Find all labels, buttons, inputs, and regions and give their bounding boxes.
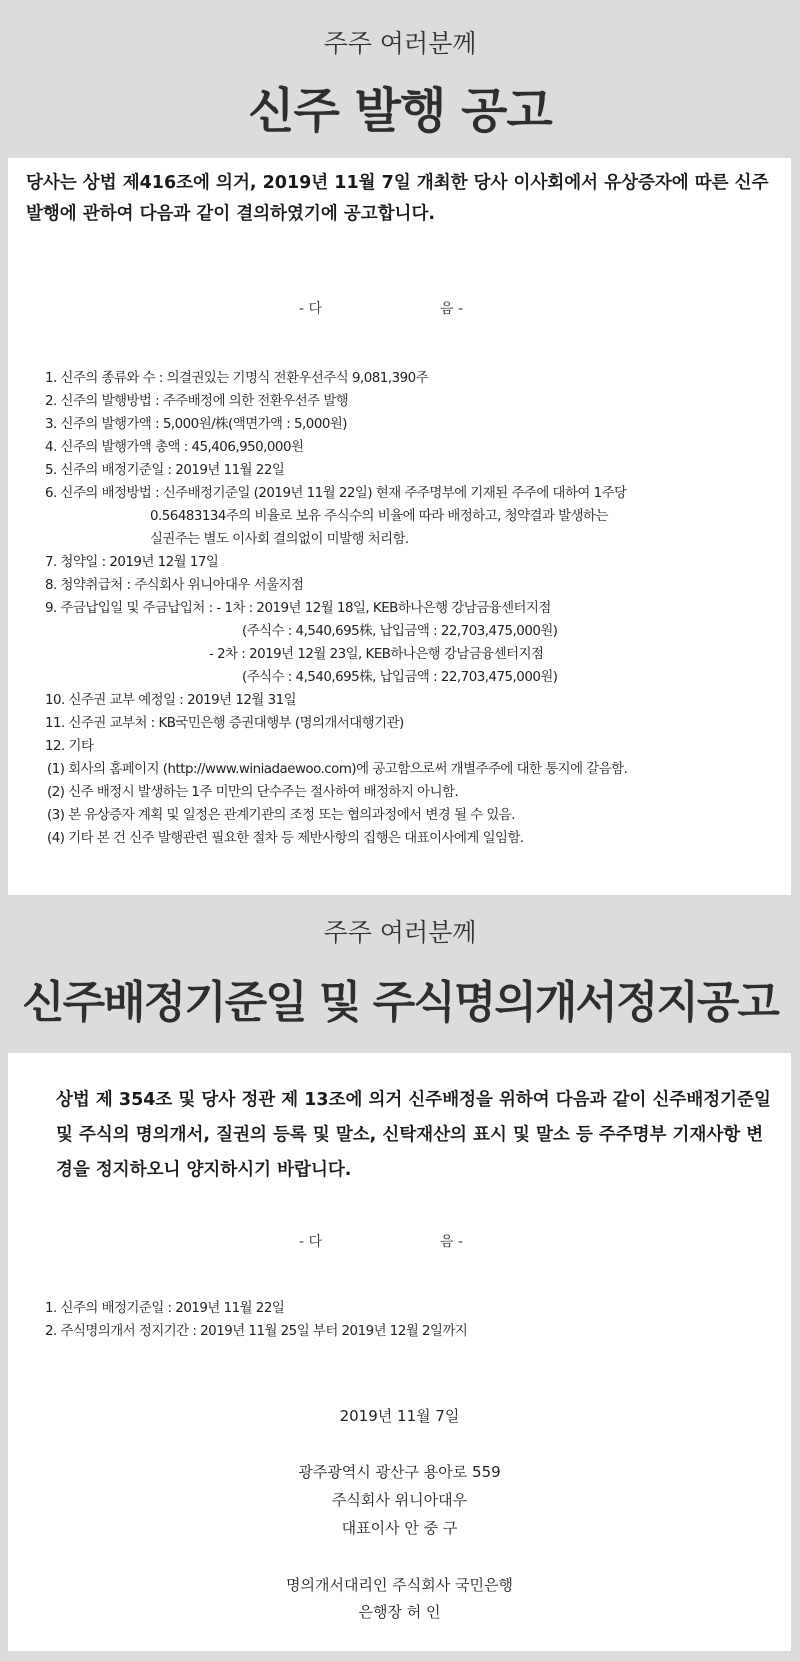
notice1-intro: 당사는 상법 제416조에 의거, 2019년 11월 7일 개최한 당사 이사회에서 유상증자에 따른 신주발행에 관하여 다음과 같이 결의하였기에 공고합니다. [26,173,769,224]
list-item: (1) 회사의 홈페이지 (http://www.winiadaewoo.com)에 공고함으로써 개별주주에 대한 통지에 갈음함. [47,762,628,777]
list-item: 5. 신주의 배정기준일 : 2019년 11월 22일 [45,463,285,478]
list-item: (3) 본 유상증자 계획 및 일정은 관계기관의 조정 또는 협의과정에서 변경 될 수 있음. [47,808,515,823]
notice2-subtitle: 주주 여러분께 [323,918,477,947]
list-item: 1. 신주의 종류와 수 : 의결권있는 기명식 전환우선주식 9,081,390주 [45,371,429,386]
eum-label: 음 - [440,1234,464,1250]
list-item: 4. 신주의 발행가액 총액 : 45,406,950,000원 [45,440,304,455]
list-item: 12. 기타 [45,739,94,754]
list-item: 2. 주식명의개서 정지기간 : 2019년 11월 25일 부터 2019년 12월 2일까지 [45,1324,468,1339]
company-name: 주식회사 위니아대우 [331,1491,468,1509]
notice2-title: 신주배정기준일 및 주식명의개서정지공고 [22,977,778,1028]
eum-label: 음 - [440,301,464,317]
transfer-agent: 명의개서대리인 주식회사 국민은행 [286,1576,513,1594]
list-item: 9. 주금납입일 및 주금납입처 : - 1차 : 2019년 12월 18일, KEB하나은행 강남금융센터지점 [45,601,551,616]
da-label: - 다 [299,301,323,317]
list-item: 3. 신주의 발행가액 : 5,000원/株(액면가액 : 5,000원) [45,417,348,432]
bank-head: 은행장 허 인 [358,1603,441,1621]
ceo-name: 대표이사 안 중 구 [341,1519,458,1537]
notice2-banner [0,895,800,1053]
notice-date: 2019년 11월 7일 [339,1407,460,1425]
company-address: 광주광역시 광산구 용아로 559 [298,1463,501,1481]
notice1-title: 신주 발행 공고 [248,83,552,139]
list-item: 실권주는 별도 이사회 결의없이 미발행 처리함. [150,532,409,547]
da-label: - 다 [299,1234,323,1250]
notice2-body [8,1053,791,1651]
list-item: 7. 청약일 : 2019년 12월 17일 [45,555,219,570]
list-item: 0.56483134주의 비율로 보유 주식수의 비율에 따라 배정하고, 청약결과 발생하는 [150,509,608,524]
list-item: 10. 신주권 교부 예정일 : 2019년 12월 31일 [45,693,297,708]
list-item: (2) 신주 배정시 발생하는 1주 미만의 단수주는 절사하여 배정하지 아니함. [47,785,459,800]
notice1-subtitle: 주주 여러분께 [323,29,477,58]
notice1-banner [0,0,800,158]
list-item: 6. 신주의 배정방법 : 신주배정기준일 (2019년 11월 22일) 현재 주주명부에 기재된 주주에 대하여 1주당 [45,486,627,501]
list-item: - 2차 : 2019년 12월 23일, KEB하나은행 강남금융센터지점 [209,647,544,662]
list-item: 1. 신주의 배정기준일 : 2019년 11월 22일 [45,1301,285,1316]
notice2-intro: 상법 제 354조 및 당사 정관 제 13조에 의거 신주배정을 위하여 다음과 같이 신주배정기준일 및 주식의 명의개서, 질권의 등록 및 말소, 신탁재산의 표시 및 말소 등 주주명부 기재사항 변경을 정지하오니 양지하시기 바랍니다. [56,1090,771,1180]
list-item: (4) 기타 본 건 신주 발행관련 필요한 절차 등 제반사항의 집행은 대표이사에게 일임함. [47,831,524,846]
list-item: 2. 신주의 발행방법 : 주주배정에 의한 전환우선주 발행 [45,394,349,409]
list-item: (주식수 : 4,540,695株, 납입금액 : 22,703,475,000원) [242,670,558,685]
list-item: 11. 신주권 교부처 : KB국민은행 증권대행부 (명의개서대행기관) [45,716,404,731]
list-item: 8. 청약취급처 : 주식회사 위니아대우 서울지점 [45,578,304,593]
list-item: (주식수 : 4,540,695株, 납입금액 : 22,703,475,000원) [242,624,558,639]
notice1-body [8,158,791,895]
